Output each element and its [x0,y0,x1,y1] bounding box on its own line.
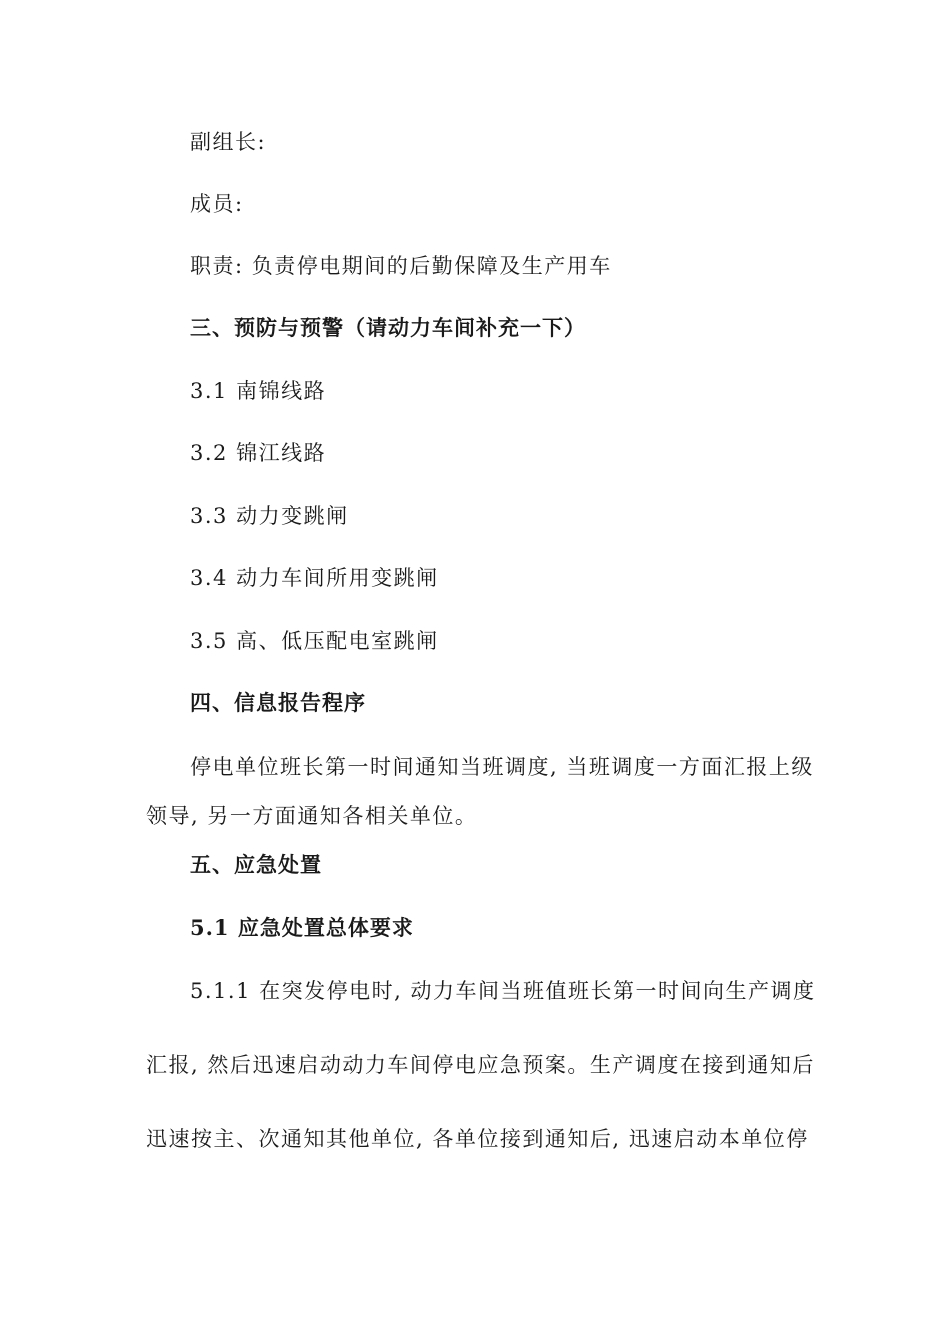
deputy-leader-label: 副组长: [190,130,267,154]
section-5-1-1-line-1: 5.1.1 在突发停电时, 动力车间当班值班长第一时间向生产调度 [190,979,816,1003]
section-5-heading: 五、应急处置 [190,852,322,877]
item-3-4: 3.4 动力车间所用变跳闸 [190,566,439,590]
section-4-heading: 四、信息报告程序 [190,690,366,715]
section-3-heading: 三、预防与预警（请动力车间补充一下） [190,315,586,340]
section-4-paragraph-line-2: 领导, 另一方面通知各相关单位。 [146,804,478,828]
item-3-2: 3.2 锦江线路 [190,441,327,465]
members-label: 成员: [190,192,244,216]
section-5-1-1-line-2: 汇报, 然后迅速启动动力车间停电应急预案。生产调度在接到通知后 [146,1053,815,1077]
section-5-1-1-line-3: 迅速按主、次通知其他单位, 各单位接到通知后, 迅速启动本单位停 [146,1127,809,1151]
section-4-paragraph-line-1: 停电单位班长第一时间通知当班调度, 当班调度一方面汇报上级 [190,755,814,779]
item-3-3: 3.3 动力变跳闸 [190,504,349,528]
duties-text: 职责: 负责停电期间的后勤保障及生产用车 [190,254,612,278]
item-3-1: 3.1 南锦线路 [190,379,327,403]
item-3-5: 3.5 高、低压配电室跳闸 [190,629,439,653]
section-5-1-heading: 5.1 应急处置总体要求 [190,915,414,940]
